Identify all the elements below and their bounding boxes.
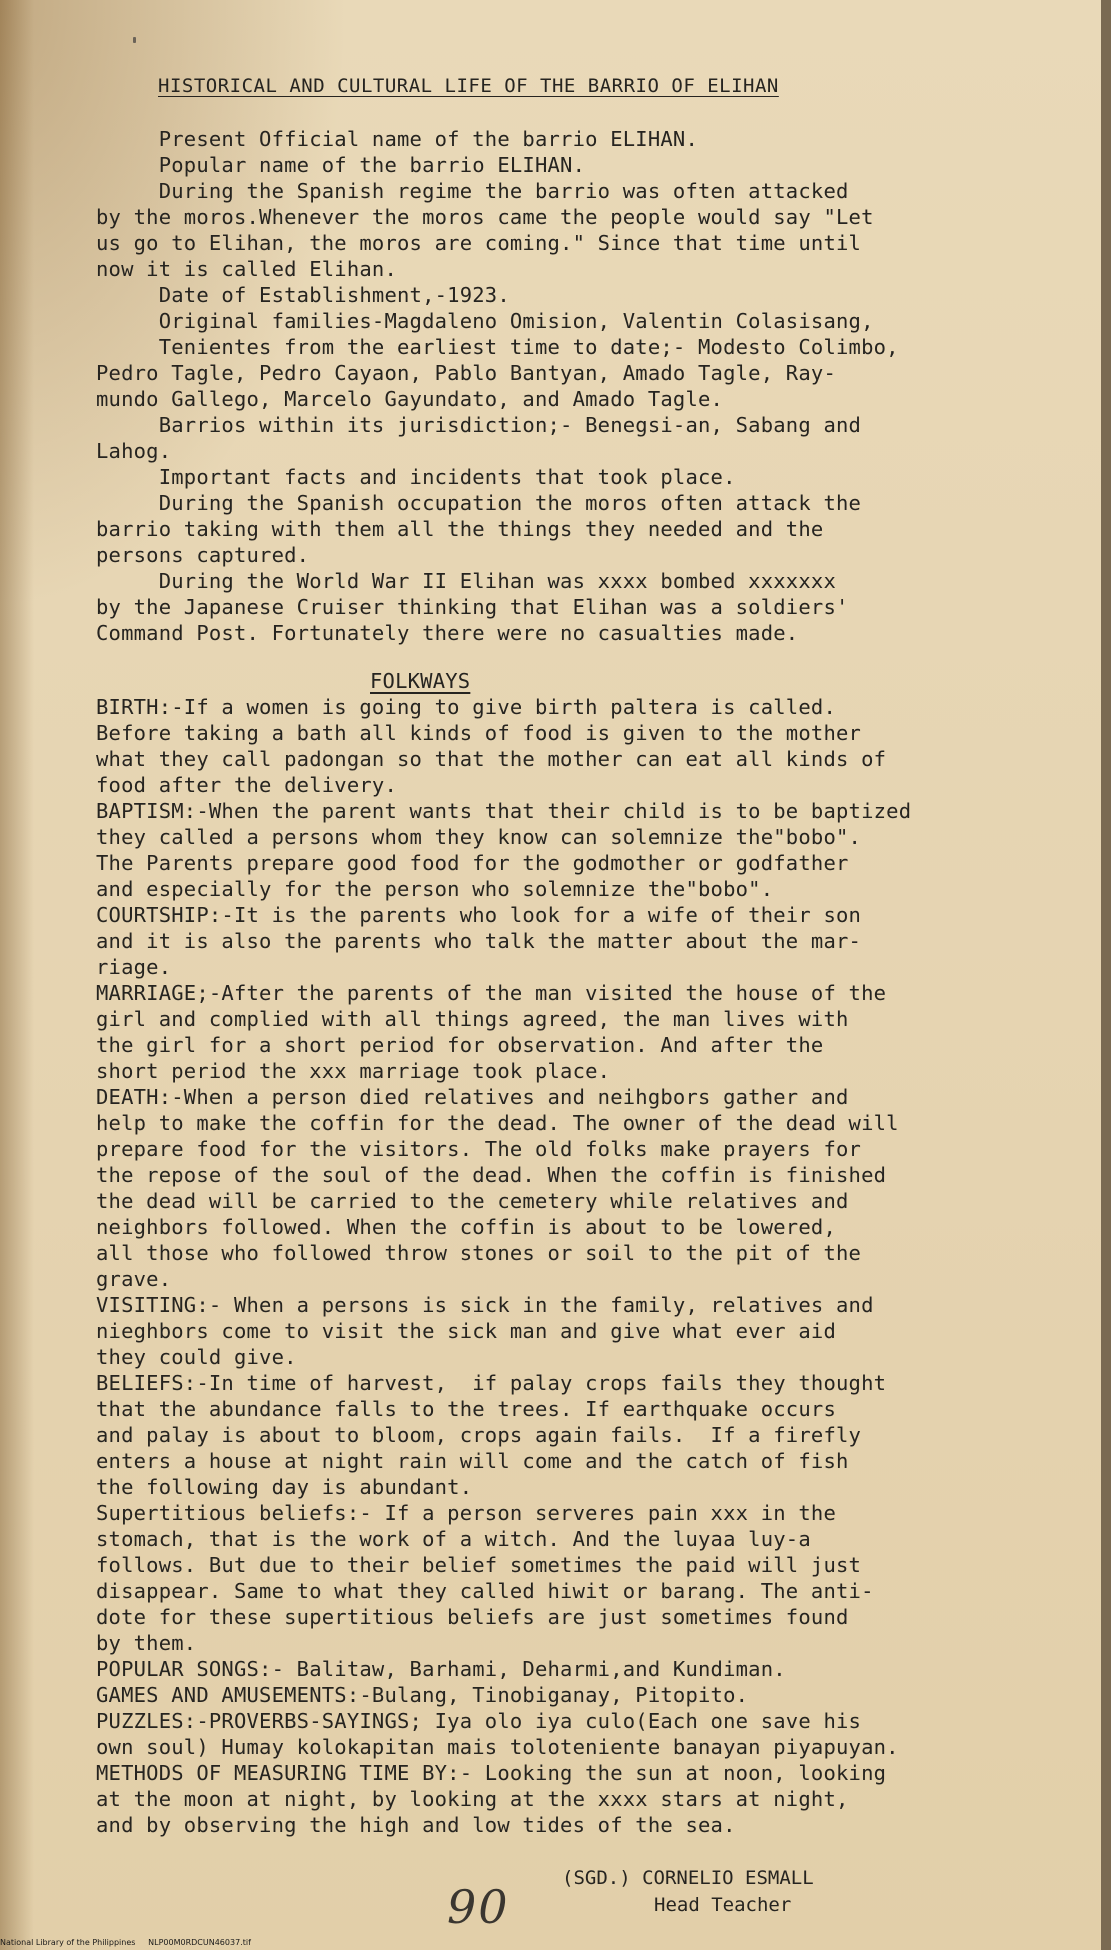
- text-line: riage.: [96, 955, 172, 979]
- document-title: HISTORICAL AND CULTURAL LIFE OF THE BARRIO OF ELIHAN: [158, 75, 779, 97]
- text-line: PUZZLES:-PROVERBS-SAYINGS; Iya olo iya culo(Each one save his: [96, 1709, 862, 1733]
- text-line: they could give.: [96, 1345, 297, 1369]
- text-line: During the Spanish regime the barrio was often attacked: [96, 179, 849, 203]
- text-line: POPULAR SONGS:- Balitaw, Barhami, Deharmi,and Kundiman.: [96, 1657, 786, 1681]
- text-line: and palay is about to bloom, crops again fails. If a firefly: [96, 1423, 862, 1447]
- text-line: neighbors followed. When the coffin is about to be lowered,: [96, 1215, 836, 1239]
- document-body: [96, 126, 1096, 1838]
- text-line: the following day is abundant.: [96, 1475, 473, 1499]
- text-line: now it is called Elihan.: [96, 257, 398, 281]
- ink-mark: [133, 37, 136, 43]
- text-line: stomach, that is the work of a witch. And the luyaa luy-a: [96, 1527, 811, 1551]
- text-line: and especially for the person who solemnize the"bobo".: [96, 877, 774, 901]
- text-line: prepare food for the visitors. The old folks make prayers for: [96, 1137, 862, 1161]
- folkways-section: [96, 694, 1096, 1838]
- text-line: MARRIAGE;-After the parents of the man visited the house of the: [96, 981, 887, 1005]
- text-line: BAPTISM:-When the parent wants that their child is to be baptized: [96, 799, 912, 823]
- text-line: COURTSHIP:-It is the parents who look for a wife of their son: [96, 903, 862, 927]
- text-line: disappear. Same to what they called hiwit or barang. The anti-: [96, 1579, 874, 1603]
- text-line: girl and complied with all things agreed, the man lives with: [96, 1007, 849, 1031]
- text-line: short period the xxx marriage took place.: [96, 1059, 611, 1083]
- text-line: Important facts and incidents that took place.: [96, 465, 736, 489]
- text-line: by them.: [96, 1631, 197, 1655]
- text-line: follows. But due to their belief sometimes the paid will just: [96, 1553, 862, 1577]
- text-line: The Parents prepare good food for the godmother or godfather: [96, 851, 849, 875]
- text-line: persons captured.: [96, 543, 310, 567]
- text-line: what they call padongan so that the mother can eat all kinds of: [96, 747, 887, 771]
- text-line: the dead will be carried to the cemetery while relatives and: [96, 1189, 849, 1213]
- text-line: by the Japanese Cruiser thinking that Elihan was a soldiers': [96, 595, 849, 619]
- text-line: and it is also the parents who talk the matter about the mar-: [96, 929, 862, 953]
- text-line: nieghbors come to visit the sick man and give what ever aid: [96, 1319, 836, 1343]
- text-line: During the World War II Elihan was xxxx bombed xxxxxxx: [96, 569, 836, 593]
- page-number: 90: [447, 1880, 510, 1934]
- text-line: enters a house at night rain will come and the catch of fish: [96, 1449, 849, 1473]
- text-line: Present Official name of the barrio ELIHAN.: [96, 127, 699, 151]
- text-line: Supertitious beliefs:- If a person serveres pain xxx in the: [96, 1501, 836, 1525]
- signature-block: [562, 1865, 814, 1919]
- text-line: Command Post. Fortunately there were no casualties made.: [96, 621, 799, 645]
- text-line: VISITING:- When a persons is sick in the family, relatives and: [96, 1293, 874, 1317]
- scan-footer: National Library of the Philippines NLP00M0RDCUN46037.tif: [0, 1938, 251, 1947]
- text-line: the girl for a short period for observation. And after the: [96, 1033, 824, 1057]
- text-line: Lahog.: [96, 439, 172, 463]
- text-line: Pedro Tagle, Pedro Cayaon, Pablo Bantyan, Amado Tagle, Ray-: [96, 361, 836, 385]
- text-line: Before taking a bath all kinds of food is given to the mother: [96, 721, 862, 745]
- page-edge-shadow: [1101, 0, 1111, 1950]
- text-line: grave.: [96, 1267, 172, 1291]
- text-line: own soul) Humay kolokapitan mais toloteniente banayan piyapuyan.: [96, 1735, 899, 1759]
- text-line: the repose of the soul of the dead. When the coffin is finished: [96, 1163, 887, 1187]
- text-line: that the abundance falls to the trees. If earthquake occurs: [96, 1397, 836, 1421]
- text-line: BELIEFS:-In time of harvest, if palay crops fails they thought: [96, 1371, 887, 1395]
- text-line: mundo Gallego, Marcelo Gayundato, and Amado Tagle.: [96, 387, 724, 411]
- text-line: food after the delivery.: [96, 773, 398, 797]
- signature-role: Head Teacher: [654, 1894, 792, 1916]
- signature-name: (SGD.) CORNELIO ESMALL: [562, 1867, 814, 1889]
- folkways-heading: FOLKWAYS: [370, 669, 471, 693]
- text-line: Tenientes from the earliest time to date;- Modesto Colimbo,: [96, 335, 899, 359]
- text-line: help to make the coffin for the dead. The owner of the dead will: [96, 1111, 899, 1135]
- text-line: at the moon at night, by looking at the xxxx stars at night,: [96, 1787, 849, 1811]
- text-line: Popular name of the barrio ELIHAN.: [96, 153, 586, 177]
- text-line: Barrios within its jurisdiction;- Benegsi-an, Sabang and: [96, 413, 862, 437]
- text-line: Date of Establishment,-1923.: [96, 283, 510, 307]
- text-line: BIRTH:-If a women is going to give birth paltera is called.: [96, 695, 836, 719]
- text-line: During the Spanish occupation the moros often attack the: [96, 491, 862, 515]
- text-line: and by observing the high and low tides of the sea.: [96, 1813, 736, 1837]
- text-line: us go to Elihan, the moros are coming." Since that time until: [96, 231, 862, 255]
- text-line: dote for these supertitious beliefs are just sometimes found: [96, 1605, 849, 1629]
- text-line: barrio taking with them all the things they needed and the: [96, 517, 824, 541]
- text-line: Original families-Magdaleno Omision, Valentin Colasisang,: [96, 309, 874, 333]
- text-line: DEATH:-When a person died relatives and neihgbors gather and: [96, 1085, 849, 1109]
- text-line: by the moros.Whenever the moros came the people would say "Let: [96, 205, 874, 229]
- text-line: METHODS OF MEASURING TIME BY:- Looking the sun at noon, looking: [96, 1761, 887, 1785]
- section-gap: [96, 646, 1096, 668]
- text-line: all those who followed throw stones or soil to the pit of the: [96, 1241, 862, 1265]
- text-line: they called a persons whom they know can solemnize the"bobo".: [96, 825, 862, 849]
- text-line: GAMES AND AMUSEMENTS:-Bulang, Tinobiganay, Pitopito.: [96, 1683, 749, 1707]
- history-section: [96, 126, 1096, 646]
